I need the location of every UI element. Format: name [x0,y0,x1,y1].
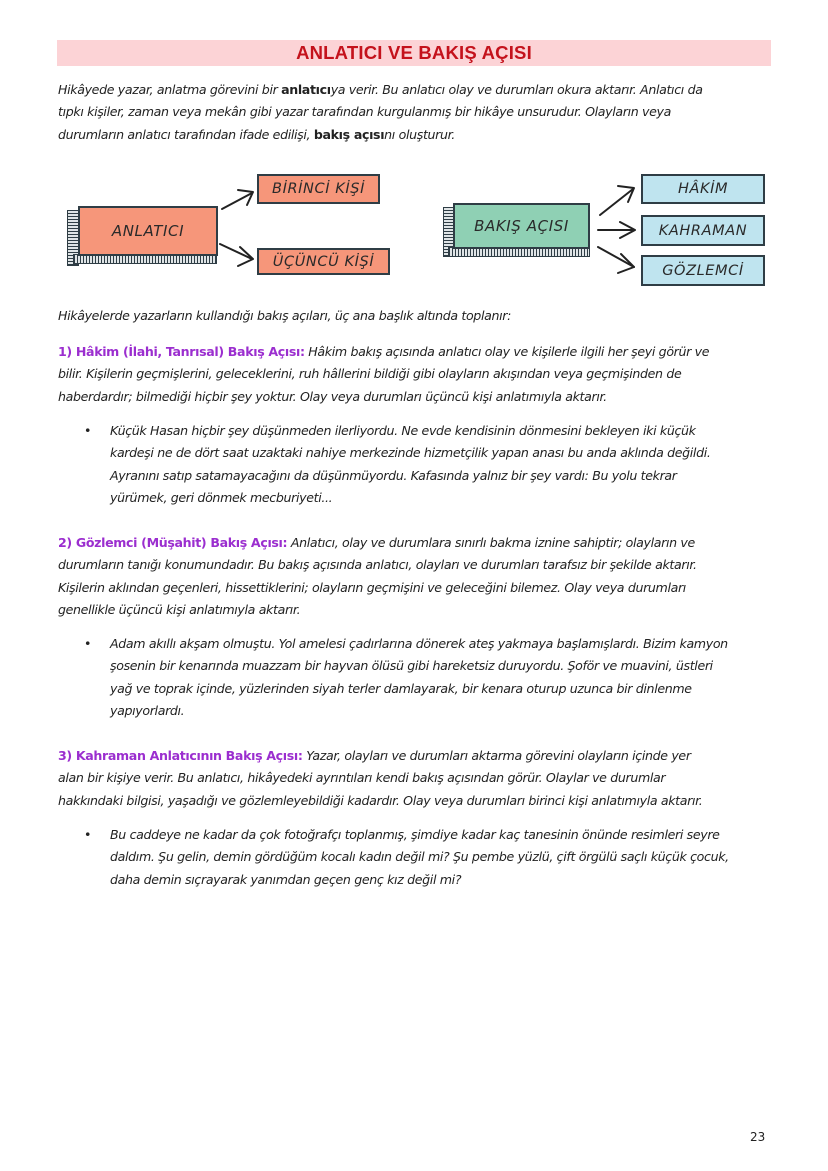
arrow-icon [222,193,252,209]
section-heading: 1) Hâkim (İlahi, Tanrısal) Bakış Açısı: [58,344,305,359]
term-anlatici: anlatıcı [281,82,331,97]
section-kahraman: 3) Kahraman Anlatıcının Bakış Açısı: Yazar, olayları ve durumları aktarma görevini olayların içinde yer alan bir kişiye verir. Bu anlatıcı, hikâyedeki ayrıntıları kendi bakış açısından görür. Olaylar ve durumlar hakkındaki bilgisi, yaşadığı ve gözlemleyebildiği kadardır. Olay veya durumları birinci kişi anlatımıyla aktarır. [58,748,703,808]
term-bakis-acisi: bakış açısı [313,126,385,142]
bullet-icon: • [84,423,92,438]
diagram-branch-kahraman: KAHRAMAN [641,215,765,246]
example-kahraman: • Bu caddeye ne kadar da çok fotoğrafçı toplanmış, şimdiye kadar kaç tanesinin önünde resimleri seyre daldım. Şu gelin, demin gördüğüm kocalı kadın değil mi? Şu pembe yüzlü, çift örgülü saçlı küçük çocuk, daha demin sıçrayarak yanımdan geçen genç kız değil mi? [84,824,764,891]
page-title: ANLATICI VE BAKIŞ AÇISI [296,42,532,63]
intro-line-2: tıpkı kişiler, zaman veya mekân gibi yazar tarafından kurgulanmış bir hikâye unsurudur. Olayların veya [58,104,671,120]
diagram-branch-ucuncu-kisi: ÜÇÜNCÜ KİŞİ [257,248,390,275]
diagram-branch-hakim: HÂKİM [641,174,765,204]
bullet-icon: • [84,827,92,842]
section-heading: 3) Kahraman Anlatıcının Bakış Açısı: [58,748,303,763]
bullet-icon: • [84,636,92,651]
intro-line-1: Hikâyede yazar, anlatma görevini bir anlatıcıya verir. Bu anlatıcı olay ve durumları okura aktarır. Anlatıcı da [58,82,703,97]
diagram-branch-birinci-kisi: BİRİNCİ KİŞİ [257,174,380,204]
example-hakim: • Küçük Hasan hiçbir şey düşünmeden ilerliyordu. Ne evde kendisinin dönmesini bekleyen iki küçük kardeşi ne de dört saat uzaktaki nahiye merkezinde hizmetçilik yapan anası bu anda aklında değildi. Ayranını satıp satamayacağını da düşünmüyordu. Kafasında yalnız bir şey vardı: Bu yolu tekrar yürümek, geri dönmek mecburiyeti... [84,420,764,509]
page-number: 23 [750,1130,766,1144]
section-heading: 2) Gözlemci (Müşahit) Bakış Açısı: [58,535,288,550]
diagram-branch-gozlemci: GÖZLEMCİ [641,255,765,286]
diagram-root-anlatici: ANLATICI [78,206,218,256]
intro-line-3: durumların anlatıcı tarafından ifade edilişi, bakış açısını oluşturur. [58,126,455,142]
example-gozlemci: • Adam akıllı akşam olmuştu. Yol amelesi çadırlarına dönerek ateş yakmaya başlamışlardı. Bizim kamyon şosenin bir kenarında muazzam bir hayvan ölüsü gibi hareketsiz duruyordu. Şoför ve muavini, üstleri yağ ve toprak içinde, yüzlerinden siyah terler damlayarak, bir kenara oturup uzunca bir dinlenme yapıyorlardı. [84,633,764,722]
section-hakim: 1) Hâkim (İlahi, Tanrısal) Bakış Açısı: Hâkim bakış açısında anlatıcı olay ve kişilerle ilgili her şeyi görür ve bilir. Kişilerin geçmişlerini, geleceklerini, ruh hâllerini bildiği gibi olayların akışından veya geçmişinden de haberdardır; bilmediği hiçbir şey yoktur. Olay veya durumları üçüncü kişi anlatımıyla aktarır. [58,344,710,404]
section-gozlemci: 2) Gözlemci (Müşahit) Bakış Açısı: Anlatıcı, olay ve durumlara sınırlı bakma iznine sahiptir; olayların ve durumların tanığı konumundadır. Bu bakış açısında anlatıcı, olayları ve durumları tarafsız bir şekilde aktarır. Kişilerin aklından geçenleri, hissettiklerini; olayların geçmişini ve geleceğini bilemez. Olay veya durumları genellikle üçüncü kişi anlatımıyla aktarır. [58,535,697,617]
summary-line: Hikâyelerde yazarların kullandığı bakış açıları, üç ana başlık altında toplanır: [58,308,511,323]
diagram-root-bakis-acisi: BAKIŞ AÇISI [453,203,590,249]
